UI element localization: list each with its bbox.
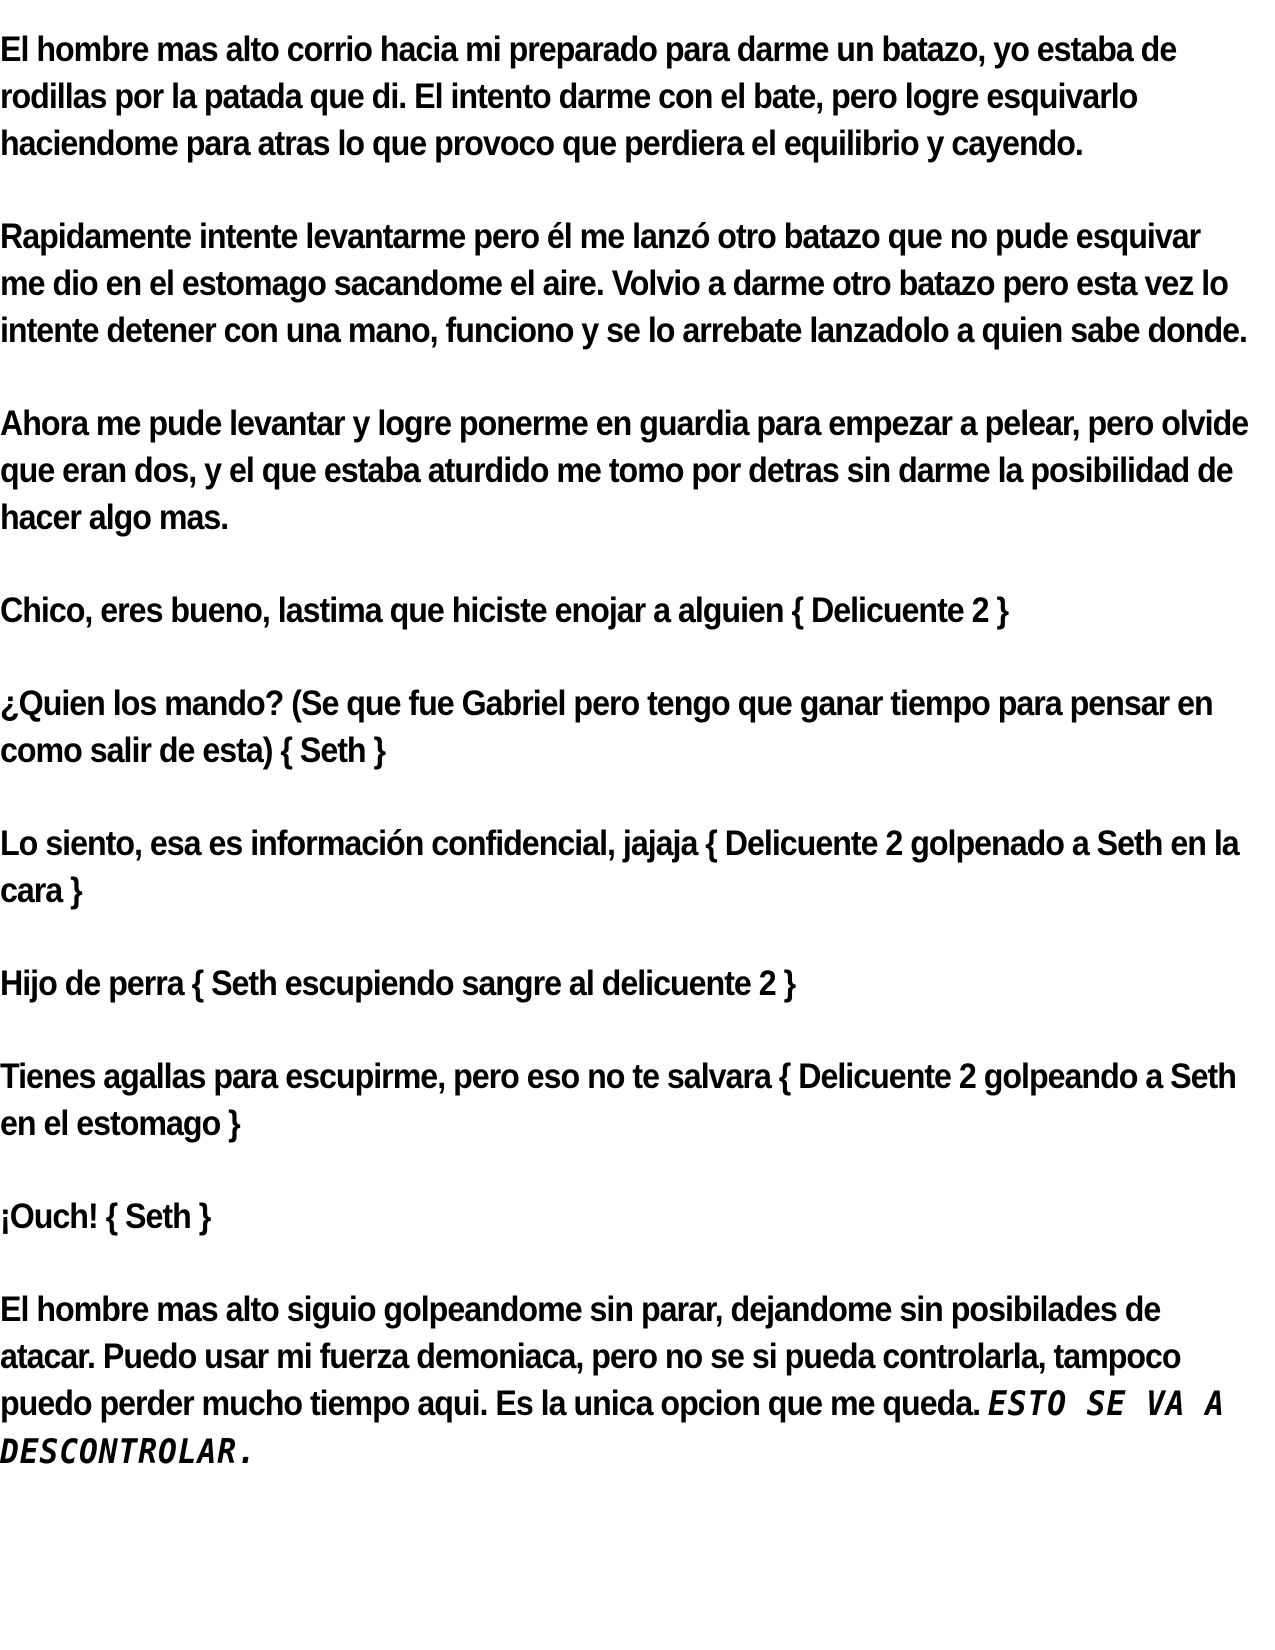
dialogue-seth-2: Hijo de perra { Seth escupiendo sangre al delicuente 2 }	[0, 964, 796, 1003]
final-paragraph	[0, 1286, 1251, 1476]
dialogue-delincuente-3: Tienes agallas para escupirme, pero eso no te salvara { Delicuente 2 golpeando a Seth en el estomago }	[0, 1057, 1236, 1143]
document-page	[0, 26, 1265, 1522]
dialogue-delincuente-1: Chico, eres bueno, lastima que hiciste enojar a alguien { Delicuente 2 }	[0, 591, 1008, 630]
dialogue-seth-3: ¡Ouch! { Seth }	[0, 1197, 211, 1236]
paragraph-1: El hombre mas alto corrio hacia mi preparado para darme un batazo, yo estaba de rodillas por la patada que di. El intento darme con el bate, pero logre esquivarlo haciendome para atras lo que provoco que perdiera el equilibrio y cayendo.	[0, 30, 1177, 163]
handwritten-note: ESTO SE VA A DESCONTROLAR.	[0, 1384, 1226, 1472]
dialogue-delincuente-2: Lo siento, esa es información confidencial, jajaja { Delicuente 2 golpenado a Seth en la cara }	[0, 824, 1239, 910]
dialogue-seth-1: ¿Quien los mando? (Se que fue Gabriel pero tengo que ganar tiempo para pensar en como salir de esta) { Seth }	[0, 684, 1213, 770]
paragraph-2: Rapidamente intente levantarme pero él me lanzó otro batazo que no pude esquivar me dio en el estomago sacandome el aire. Volvio a darme otro batazo pero esta vez lo intente detener con una mano, funciono y se lo arrebate lanzadolo a quien sabe donde.	[0, 217, 1247, 350]
paragraph-3: Ahora me pude levantar y logre ponerme en guardia para empezar a pelear, pero olvide que eran dos, y el que estaba aturdido me tomo por detras sin darme la posibilidad de hacer algo mas.	[0, 404, 1249, 537]
final-paragraph-text: El hombre mas alto siguio golpeandome sin parar, dejandome sin posibilades de atacar. Puedo usar mi fuerza demoniaca, pero no se si pueda controlarla, tampoco puedo perder mucho tiempo aqui. Es la unica opcion que me queda.	[0, 1290, 1181, 1423]
